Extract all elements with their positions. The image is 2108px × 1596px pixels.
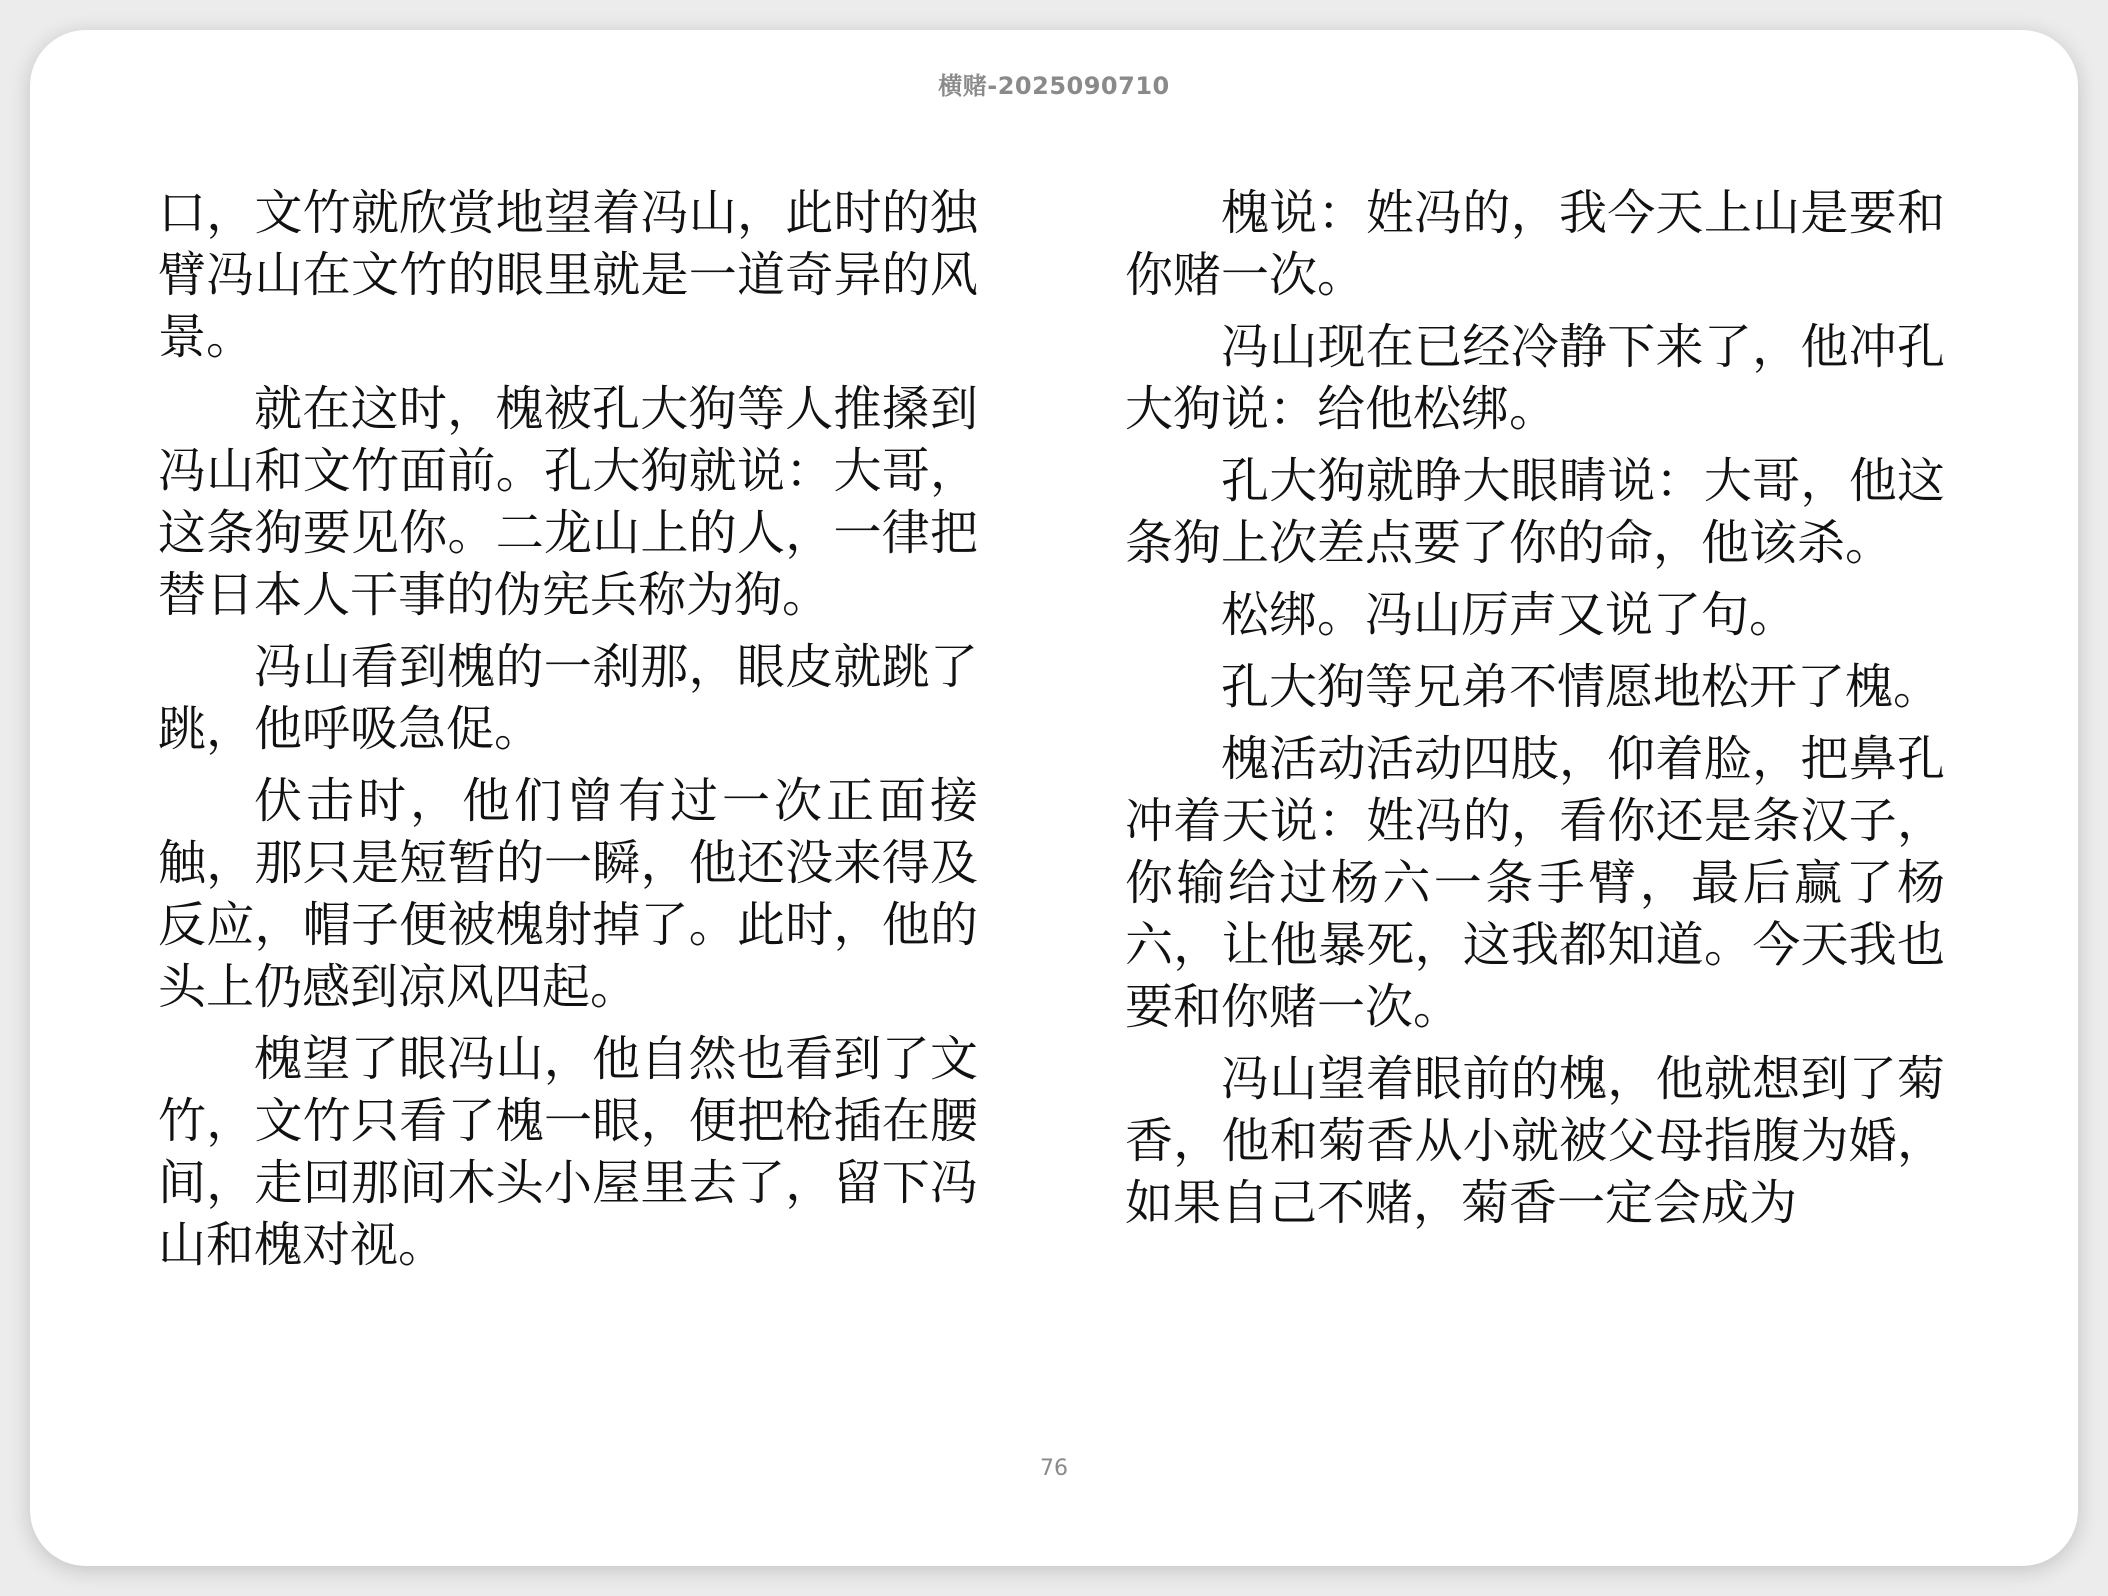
- book-title-header: 横赌-2025090710: [938, 72, 1170, 100]
- paragraph: 槐说：姓冯的，我今天上山是要和你赌一次。: [1125, 185, 1945, 303]
- paragraph: 孔大狗等兄弟不情愿地松开了槐。: [1221, 659, 1942, 715]
- right-text-column: [1125, 182, 1945, 1422]
- paragraph: 槐活动活动四肢，仰着脸，把鼻孔冲着天说：姓冯的，看你还是条汉子，你输给过杨六一条手臂，最后赢了杨六，让他暴死，这我都知道。今天我也要和你赌一次。: [1125, 731, 1945, 1035]
- paragraph: 松绑。冯山厉声又说了句。: [1221, 587, 1798, 643]
- reader-page[interactable]: [30, 30, 2078, 1566]
- paragraph: 槐望了眼冯山，他自然也看到了文竹，文竹只看了槐一眼，便把枪插在腰间，走回那间木头小屋里去了，留下冯山和槐对视。: [158, 1031, 978, 1273]
- paragraph: 口，文竹就欣赏地望着冯山，此时的独臂冯山在文竹的眼里就是一道奇异的风景。: [158, 185, 978, 365]
- left-text-column: [158, 182, 978, 1422]
- paragraph: 孔大狗就睁大眼睛说：大哥，他这条狗上次差点要了你的命，他该杀。: [1125, 453, 1945, 571]
- paragraph: 冯山望着眼前的槐，他就想到了菊香，他和菊香从小就被父母指腹为婚，如果自己不赌，菊香一定会成为: [1125, 1051, 1945, 1231]
- page-number: 76: [1040, 1456, 1068, 1481]
- paragraph: 冯山看到槐的一刹那，眼皮就跳了跳，他呼吸急促。: [158, 639, 978, 757]
- paragraph: 冯山现在已经冷静下来了，他冲孔大狗说：给他松绑。: [1125, 319, 1945, 437]
- paragraph: 就在这时，槐被孔大狗等人推搡到冯山和文竹面前。孔大狗就说：大哥，这条狗要见你。二龙山上的人，一律把替日本人干事的伪宪兵称为狗。: [158, 381, 978, 623]
- paragraph: 伏击时，他们曾有过一次正面接触，那只是短暂的一瞬，他还没来得及反应，帽子便被槐射掉了。此时，他的头上仍感到凉风四起。: [158, 773, 978, 1015]
